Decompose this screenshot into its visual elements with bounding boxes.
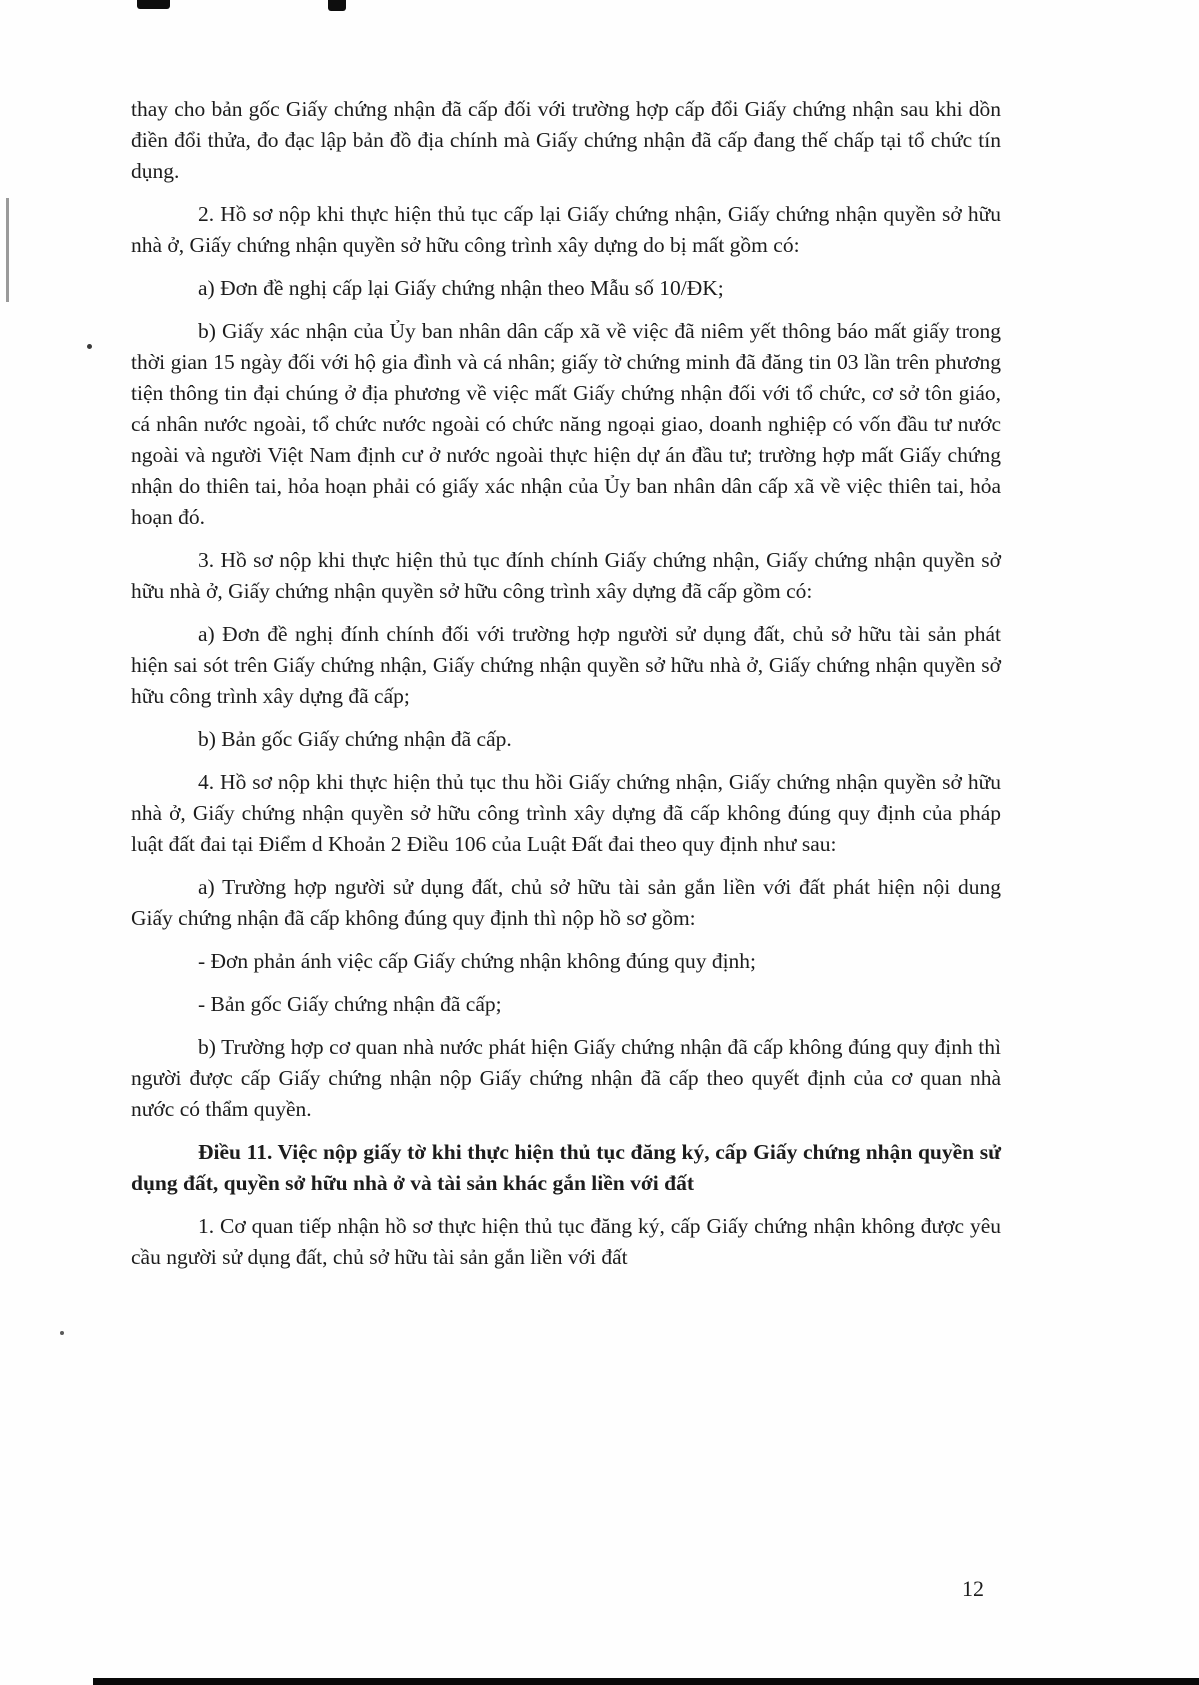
paragraph-continuation: thay cho bản gốc Giấy chứng nhận đã cấp đối với trường hợp cấp đổi Giấy chứng nhận sau khi dồn điền đổi thửa, đo đạc lập bản đồ địa chính mà Giấy chứng nhận đã cấp đang thế chấp tại tổ chức tín dụng. xyxy=(131,97,1001,183)
paragraph-dash-item: - Bản gốc Giấy chứng nhận đã cấp; xyxy=(198,992,502,1016)
paragraph-item-3: 3. Hồ sơ nộp khi thực hiện thủ tục đính chính Giấy chứng nhận, Giấy chứng nhận quyền sở hữu nhà ở, Giấy chứng nhận quyền sở hữu công trình xây dựng đã cấp gồm có: xyxy=(131,548,1001,603)
scan-artifact xyxy=(60,1331,64,1335)
paragraph-point-a: a) Đơn đề nghị đính chính đối với trường hợp người sử dụng đất, chủ sở hữu tài sản phát hiện sai sót trên Giấy chứng nhận, Giấy chứng nhận quyền sở hữu nhà ở, Giấy chứng nhận quyền sở hữu công trình xây dựng đã cấp; xyxy=(131,622,1001,708)
paragraph-point-a: a) Trường hợp người sử dụng đất, chủ sở hữu tài sản gắn liền với đất phát hiện nội dung Giấy chứng nhận đã cấp không đúng quy định thì nộp hồ sơ gồm: xyxy=(131,875,1001,930)
paragraph-point-b: b) Trường hợp cơ quan nhà nước phát hiện Giấy chứng nhận đã cấp không đúng quy định thì người được cấp Giấy chứng nhận nộp Giấy chứng nhận đã cấp theo quyết định của cơ quan nhà nước có thẩm quyền. xyxy=(131,1035,1001,1121)
paragraph-point-b: b) Giấy xác nhận của Ủy ban nhân dân cấp xã về việc đã niêm yết thông báo mất giấy trong thời gian 15 ngày đối với hộ gia đình và cá nhân; giấy tờ chứng minh đã đăng tin 03 lần trên phương tiện thông tin đại chúng ở địa phương về việc mất Giấy chứng nhận đối với tổ chức, cơ sở tôn giáo, cá nhân nước ngoài, tổ chức nước ngoài có chức năng ngoại giao, doanh nghiệp có vốn đầu tư nước ngoài và người Việt Nam định cư ở nước ngoài thực hiện dự án đầu tư; trường hợp mất Giấy chứng nhận do thiên tai, hỏa hoạn phải có giấy xác nhận của Ủy ban nhân dân cấp xã về việc thiên tai, hỏa hoạn đó. xyxy=(131,319,1001,529)
article-heading: Điều 11. Việc nộp giấy tờ khi thực hiện thủ tục đăng ký, cấp Giấy chứng nhận quyền sử dụng đất, quyền sở hữu nhà ở và tài sản khác gắn liền với đất xyxy=(131,1140,1001,1195)
scan-artifact xyxy=(93,1678,1199,1685)
document-body xyxy=(131,94,1001,1285)
scan-artifact xyxy=(6,198,9,302)
paragraph-item-2: 2. Hồ sơ nộp khi thực hiện thủ tục cấp lại Giấy chứng nhận, Giấy chứng nhận quyền sở hữu nhà ở, Giấy chứng nhận quyền sở hữu công trình xây dựng do bị mất gồm có: xyxy=(131,202,1001,257)
paragraph-point-b: b) Bản gốc Giấy chứng nhận đã cấp. xyxy=(198,727,512,751)
page-number: 12 xyxy=(962,1576,984,1601)
scan-artifact xyxy=(87,344,92,349)
scan-artifact xyxy=(137,0,170,9)
scan-artifact xyxy=(328,0,346,11)
paragraph-item-4: 4. Hồ sơ nộp khi thực hiện thủ tục thu hồi Giấy chứng nhận, Giấy chứng nhận quyền sở hữu nhà ở, Giấy chứng nhận quyền sở hữu công trình xây dựng đã cấp không đúng quy định của pháp luật đất đai tại Điểm d Khoản 2 Điều 106 của Luật Đất đai theo quy định như sau: xyxy=(131,770,1001,856)
paragraph-item-1: 1. Cơ quan tiếp nhận hồ sơ thực hiện thủ tục đăng ký, cấp Giấy chứng nhận không được yêu cầu người sử dụng đất, chủ sở hữu tài sản gắn liền với đất xyxy=(131,1214,1001,1269)
paragraph-point-a: a) Đơn đề nghị cấp lại Giấy chứng nhận theo Mẫu số 10/ĐK; xyxy=(198,276,724,300)
paragraph-dash-item: - Đơn phản ánh việc cấp Giấy chứng nhận không đúng quy định; xyxy=(198,949,757,973)
